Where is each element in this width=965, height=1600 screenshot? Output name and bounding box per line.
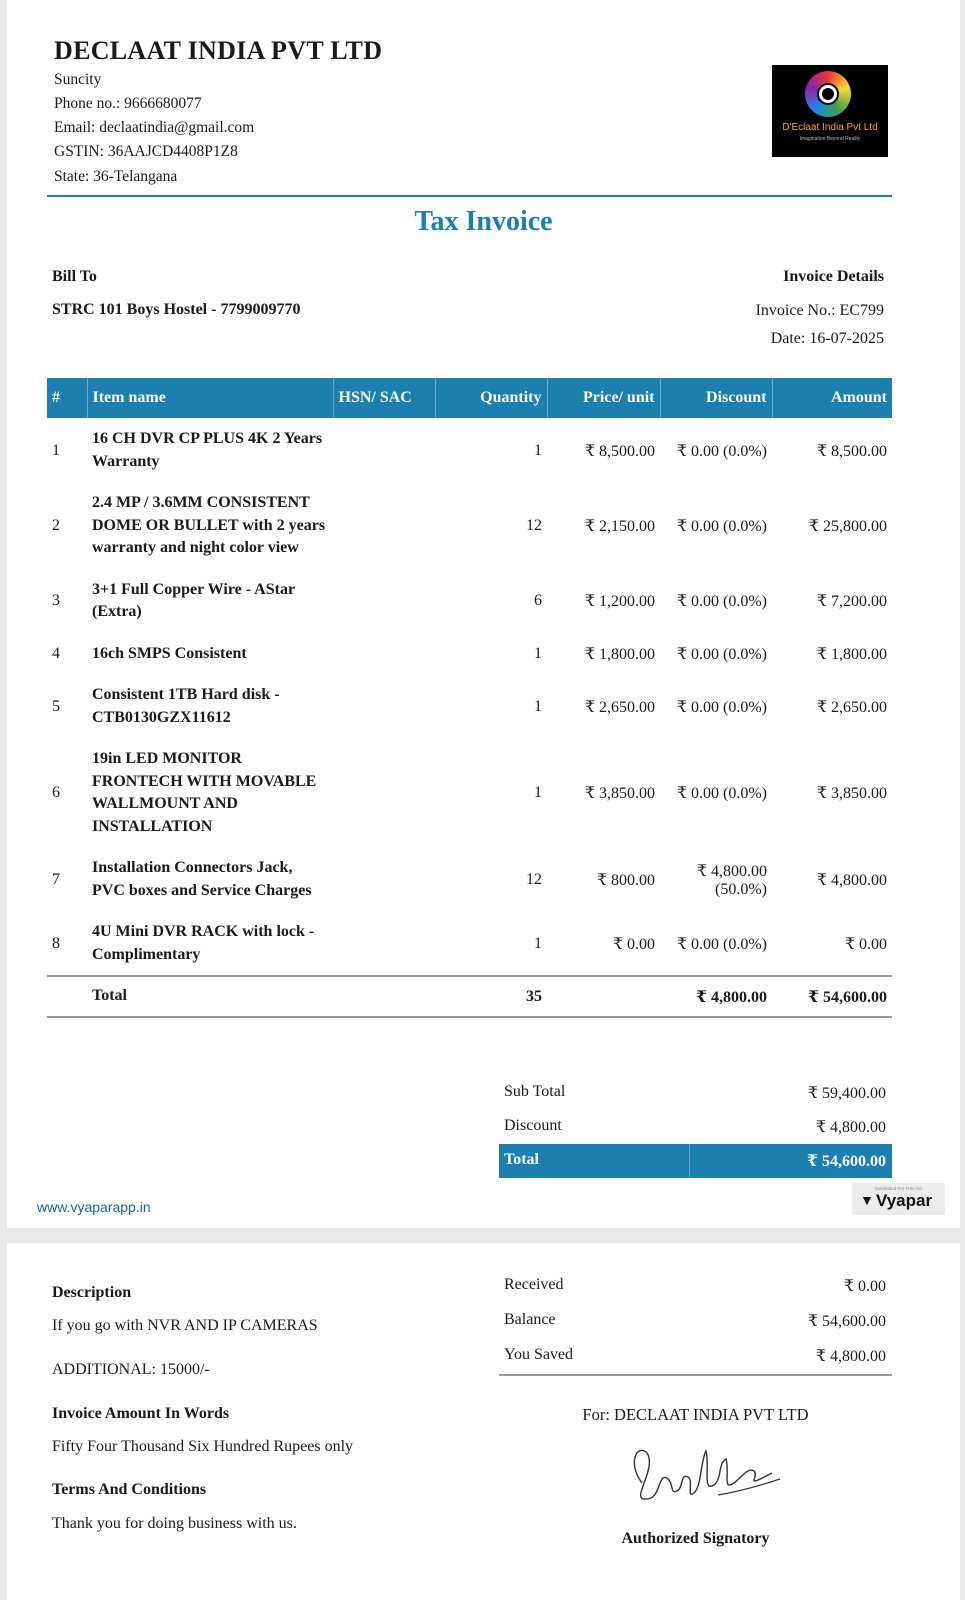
row-item-name: 3+1 Full Copper Wire - AStar (Extra): [92, 580, 295, 620]
header-item-name: Item name: [87, 378, 333, 418]
terms-text: Thank you for doing business with us.: [52, 1515, 297, 1532]
invoice-page-2: [7, 1243, 960, 1600]
total-label: Total: [87, 976, 333, 1017]
row-number: 7: [52, 870, 60, 888]
summary-total-label: Total: [504, 1151, 539, 1168]
logo-ring-icon: [819, 85, 837, 103]
total-quantity: 35: [435, 976, 547, 1017]
received-label: Received: [504, 1276, 564, 1293]
company-logo: [772, 65, 888, 157]
row-number: 6: [52, 784, 60, 801]
bill-to-label: Bill To: [52, 268, 97, 285]
row-amount: ₹ 8,500.00: [816, 442, 887, 460]
row-hsn: [333, 738, 435, 847]
logo-tagline: Imagination Beyond Reality: [799, 136, 861, 142]
row-hsn: [333, 633, 435, 675]
table-row: [47, 738, 892, 847]
table-row: [47, 418, 892, 482]
company-address: Suncity: [54, 71, 102, 88]
header-divider: [47, 195, 892, 197]
balance-label: Balance: [504, 1311, 556, 1328]
row-quantity: 1: [534, 697, 542, 715]
row-discount: ₹ 4,800.00 (50.0%): [696, 862, 767, 898]
table-total-row: [47, 976, 892, 1017]
row-item-name: 2.4 MP / 3.6MM CONSISTENT DOME OR BULLET with 2 years warranty and night color view: [92, 494, 326, 556]
row-amount: ₹ 7,200.00: [816, 593, 887, 610]
company-phone: Phone no.: 9666680077: [54, 95, 202, 112]
received-row: [499, 1269, 892, 1303]
for-company: For: DECLAAT INDIA PVT LTD: [582, 1405, 809, 1424]
table-row: [47, 482, 892, 569]
subtotal-value: ₹ 59,400.00: [807, 1085, 886, 1102]
summary-divider-line: [499, 1374, 892, 1376]
summary-total-value: ₹ 54,600.00: [806, 1153, 886, 1170]
header-hsn-sac: HSN/ SAC: [333, 378, 435, 418]
table-row: [47, 847, 892, 911]
amount-words-label: Invoice Amount In Words: [52, 1405, 230, 1422]
balance-value: ₹ 54,600.00: [807, 1313, 886, 1330]
bill-to-name: STRC 101 Boys Hostel - 7799009770: [52, 301, 301, 318]
header-quantity: Quantity: [435, 378, 547, 418]
row-hsn: [333, 482, 435, 569]
total-discount: ₹ 4,800.00: [660, 976, 772, 1017]
received-value: ₹ 0.00: [843, 1278, 886, 1295]
table-row: [47, 633, 892, 675]
row-discount: ₹ 0.00 (0.0%): [676, 645, 767, 663]
invoice-date: Date: 16-07-2025: [770, 330, 884, 347]
row-hsn: [333, 569, 435, 633]
row-discount: ₹ 0.00 (0.0%): [676, 442, 767, 460]
row-hsn: [333, 847, 435, 911]
row-amount: ₹ 0.00: [844, 935, 887, 953]
row-item-name: Installation Connectors Jack, PVC boxes and Service Charges: [92, 859, 312, 899]
summary-total-row: [499, 1144, 892, 1178]
row-item-name: 16 CH DVR CP PLUS 4K 2 Years Warranty: [92, 430, 323, 470]
invoice-page-1: [7, 0, 960, 1228]
summary-discount-row: [499, 1110, 892, 1144]
subtotal-row: [499, 1076, 892, 1110]
description-line-2: ADDITIONAL: 15000/-: [52, 1361, 210, 1378]
row-price: ₹ 8,500.00: [584, 442, 655, 460]
row-quantity: 12: [526, 516, 542, 534]
total-hsn-empty: [333, 976, 435, 1017]
row-price: ₹ 0.00: [612, 935, 655, 953]
company-state: State: 36-Telangana: [54, 168, 178, 185]
description-line-1: If you go with NVR AND IP CAMERAS: [52, 1317, 318, 1334]
table-row: [47, 569, 892, 633]
saved-row: [499, 1339, 892, 1373]
row-price: ₹ 800.00: [596, 871, 655, 889]
total-amount: ₹ 54,600.00: [772, 976, 892, 1017]
row-discount: ₹ 0.00 (0.0%): [676, 593, 767, 610]
table-row: [47, 674, 892, 738]
logo-text: D'Eclaat India Pvt Ltd: [782, 122, 878, 133]
saved-label: You Saved: [504, 1346, 574, 1363]
row-hsn: [333, 911, 435, 976]
row-discount: ₹ 0.00 (0.0%): [676, 517, 767, 535]
total-spacer: [47, 976, 87, 1017]
header-discount: Discount: [660, 378, 772, 418]
row-discount: ₹ 0.00 (0.0%): [676, 785, 767, 802]
row-quantity: 1: [534, 441, 542, 459]
row-number: 5: [52, 697, 60, 715]
amount-words: Fifty Four Thousand Six Hundred Rupees only: [52, 1438, 354, 1455]
table-row: [47, 911, 892, 976]
table-header-row: [47, 378, 892, 418]
row-quantity: 6: [534, 592, 542, 609]
authorized-signatory: Authorized Signatory: [621, 1530, 770, 1547]
row-discount: ₹ 0.00 (0.0%): [676, 698, 767, 716]
row-hsn: [333, 418, 435, 482]
row-number: 8: [52, 934, 60, 952]
balance-row: [499, 1304, 892, 1338]
summary-discount-label: Discount: [504, 1117, 562, 1134]
company-name: DECLAAT INDIA PVT LTD: [54, 36, 383, 65]
row-price: ₹ 1,200.00: [584, 593, 655, 610]
vyapar-logo-icon: ▼: [860, 1192, 874, 1208]
row-amount: ₹ 3,850.00: [816, 785, 887, 802]
summary-discount-value: ₹ 4,800.00: [815, 1119, 886, 1136]
header-amount: Amount: [772, 378, 892, 418]
row-quantity: 12: [526, 870, 542, 888]
row-quantity: 1: [534, 644, 542, 662]
row-hsn: [333, 674, 435, 738]
vyapar-badge: [852, 1183, 945, 1215]
row-price: ₹ 1,800.00: [584, 645, 655, 663]
row-price: ₹ 2,650.00: [584, 698, 655, 716]
row-item-name: 4U Mini DVR RACK with lock - Complimentary: [92, 923, 315, 963]
row-amount: ₹ 4,800.00: [816, 871, 887, 889]
row-amount: ₹ 25,800.00: [808, 517, 887, 535]
row-number: 2: [52, 516, 60, 534]
row-item-name: Consistent 1TB Hard disk - CTB0130GZX11612: [92, 686, 280, 726]
row-number: 4: [52, 644, 60, 662]
subtotal-label: Sub Total: [504, 1083, 566, 1100]
row-quantity: 1: [534, 784, 542, 801]
total-price-empty: [547, 976, 660, 1017]
invoice-details-label: Invoice Details: [783, 268, 884, 285]
brand-caption: Generated For Free On: [874, 1186, 923, 1191]
row-number: 3: [52, 592, 60, 609]
row-number: 1: [52, 441, 60, 459]
row-amount: ₹ 2,650.00: [816, 698, 887, 716]
row-amount: ₹ 1,800.00: [816, 645, 887, 663]
brand-name: Vyapar: [876, 1191, 933, 1210]
items-table: [47, 378, 892, 1018]
row-quantity: 1: [534, 934, 542, 952]
website-link[interactable]: www.vyaparapp.in: [37, 1199, 151, 1215]
row-discount: ₹ 0.00 (0.0%): [676, 935, 767, 953]
company-email: Email: declaatindia@gmail.com: [54, 119, 255, 136]
terms-label: Terms And Conditions: [52, 1481, 207, 1498]
header-number: #: [47, 378, 87, 418]
invoice-number: Invoice No.: EC799: [755, 302, 884, 319]
description-label: Description: [52, 1284, 132, 1301]
document-title: Tax Invoice: [414, 206, 553, 237]
row-item-name: 16ch SMPS Consistent: [92, 644, 247, 662]
row-price: ₹ 2,150.00: [584, 517, 655, 535]
signature-image: [622, 1433, 782, 1513]
row-price: ₹ 3,850.00: [584, 785, 655, 802]
summary-divider: [689, 1144, 690, 1178]
row-item-name: 19in LED MONITOR FRONTECH WITH MOVABLE WALLMOUNT AND INSTALLATION: [92, 750, 317, 835]
header-price-unit: Price/ unit: [547, 378, 660, 418]
saved-value: ₹ 4,800.00: [815, 1348, 886, 1365]
company-gstin: GSTIN: 36AAJCD4408P1Z8: [54, 143, 238, 160]
